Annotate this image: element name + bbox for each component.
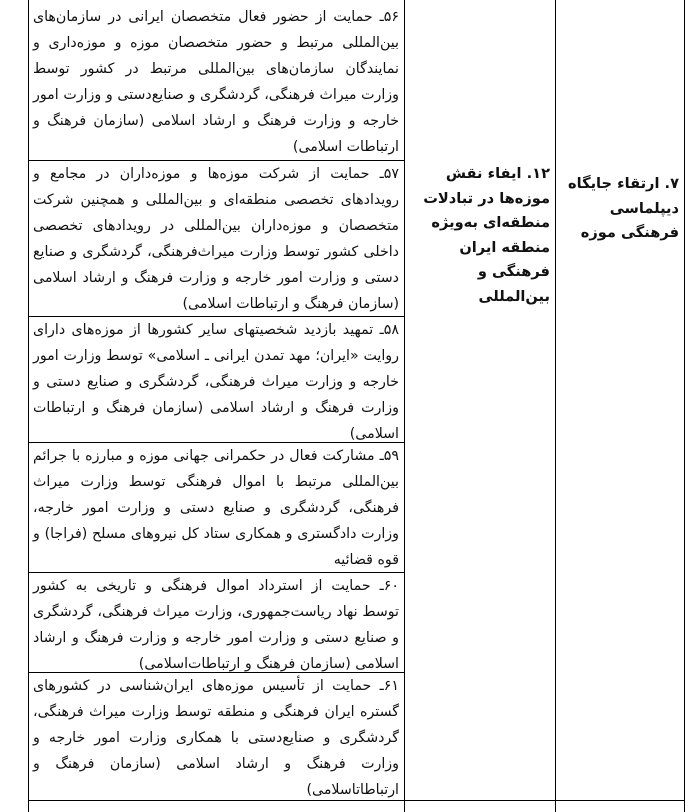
action-item-57: ۵۷ـ حمایت از شرکت موزه‌ها و موزه‌داران در مجامع و رویدادهای تخصصی منطقه‌ای و بین‌المللی و همچنین شرکت متخصصان و موزه‌داران بین‌المللی در رویدادهای تخصصی داخلی کشور توسط وزارت میراث‌فرهنگی، گردشگری و صنایع دستی و وزارت امور خارجه و وزارت فرهنگ و ارشاد اسلامی (سازمان فرهنگ و ارتباطات اسلامی) bbox=[33, 166, 399, 312]
action-item-56: ۵۶ـ حمایت از حضور فعال متخصصان ایرانی در سازمان‌های بین‌المللی مرتبط و حضور متخصصان موزه و موزه‌داری و نمایندگان سازمان‌های بین‌المللی مرتبط در کشور توسط وزارت میراث فرهنگی، گردشگری و صنایع‌دستی و وزارت امور خارجه و وزارت فرهنگ و ارشاد اسلامی (سازمان فرهنگ و ارتباطات اسلامی) bbox=[33, 9, 399, 155]
table-border-right bbox=[684, 0, 685, 812]
action-item-61: ۶۱ـ حمایت از تأسیس موزه‌های ایران‌شناسی در کشورهای گستره ایران فرهنگی و منطقه توسط وزارت میراث فرهنگی، گردشگری و صنایع‌دستی با همکاری وزارت امور خارجه و وزارت فرهنگ و ارشاد اسلامی (سازمان فرهنگ و ارتباطاتاسلامی) bbox=[33, 678, 399, 798]
action-item-60: ۶۰ـ حمایت از استرداد اموال فرهنگی و تاریخی به کشور توسط نهاد ریاست‌جمهوری، وزارت میراث فرهنگی، گردشگری و صنایع دستی و وزارت امور خارجه و وزارت فرهنگ و ارشاد اسلامی (سازمان فرهنگ و ارتباطات‌اسلامی) bbox=[33, 578, 399, 672]
table-border-col2 bbox=[555, 0, 556, 812]
strategy-cell: ۱۲. ایفاء نقش موزه‌ها در تبادلات منطقه‌ای به‌ویژه منطقه ایران فرهنگی و بین‌المللی bbox=[423, 165, 550, 305]
action-item-59: ۵۹ـ مشارکت فعال در حکمرانی جهانی موزه و مبارزه با جرائم بین‌المللی مرتبط با اموال فرهنگی توسط وزارت میراث فرهنگی، گردشگری و صنایع دستی و وزارت امور خارجه، وزارت دادگستری و همکاری ستاد کل نیروهای مسلح (فراجا) و قوه قضائیه bbox=[33, 448, 399, 568]
table-border-col1 bbox=[404, 0, 405, 812]
action-item-58: ۵۸ـ تمهید بازدید شخصیتهای سایر کشورها از موزه‌های دارای روایت «ایران؛ مهد تمدن ایرانی ـ اسلامی» توسط وزارت امور خارجه و وزارت میراث فرهنگی، گردشگری و صنایع دستی و وزارت فرهنگ و ارشاد اسلامی (سازمان فرهنگ و ارتباطات اسلامی) bbox=[33, 322, 399, 442]
goal-cell: ۷. ارتقاء جایگاه دیپلماسی فرهنگی موزه bbox=[567, 175, 679, 241]
